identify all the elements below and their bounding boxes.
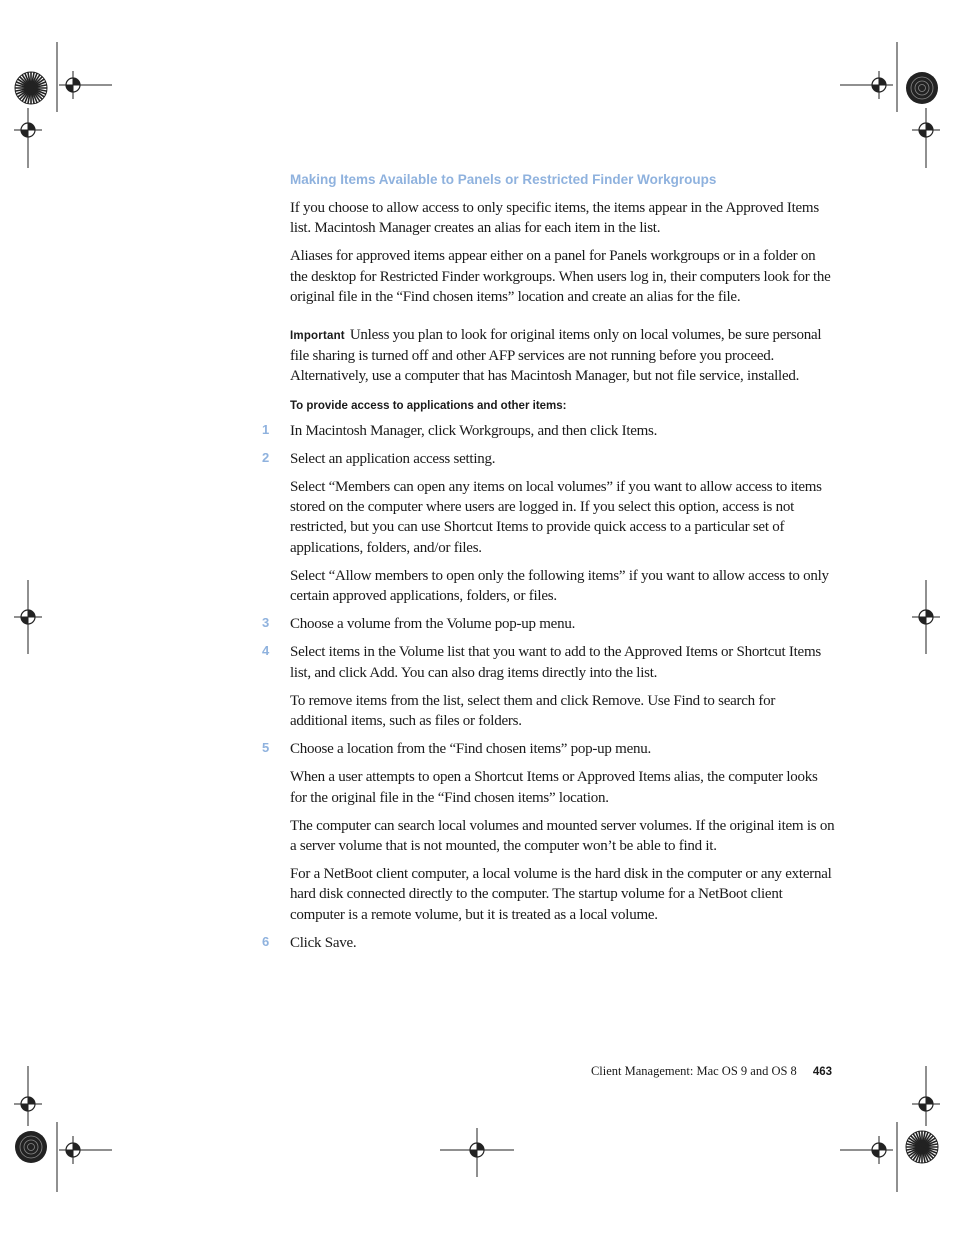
step-6	[262, 933, 835, 953]
step-text: Choose a volume from the Volume pop-up menu.	[290, 616, 576, 633]
section-heading: Making Items Available to Panels or Restricted Finder Workgroups	[290, 172, 717, 187]
aliases-paragraph: Aliases for approved items appear either on a panel for Panels workgroups or in a folder on the desktop for Restricted Finder workgroups. When users log in, their computers look for the original file in the “Find chosen items” location and create an alias for the file.	[290, 248, 831, 305]
step-5	[262, 739, 835, 759]
step-text: Click Save.	[290, 934, 357, 951]
procedure-heading: To provide access to applications and other items:	[290, 399, 567, 412]
important-label: Important	[290, 330, 345, 343]
step-text: In Macintosh Manager, click Workgroups, and then click Items.	[290, 422, 658, 439]
footer-chapter: Client Management: Mac OS 9 and OS 8	[590, 1064, 797, 1078]
step-detail: To remove items from the list, select them and click Remove. Use Find to search for additional items, such as files or folders.	[290, 692, 776, 730]
step-text: Choose a location from the “Find chosen items” pop-up menu.	[290, 741, 652, 758]
step-detail: Select “Members can open any items on local volumes” if you want to allow access to items stored on the computer where users are logged in. If you select this option, access is not restricted, but you can use Shortcut Items to provide quick access to a particular set of applications, folders, and/or files.	[290, 479, 822, 556]
page-number: 463	[812, 1066, 832, 1078]
step-detail: The computer can search local volumes and mounted server volumes. If the original item is on a server volume that is not mounted, the computer won’t be able to find it.	[290, 817, 835, 855]
step-4	[262, 642, 835, 682]
step-detail: For a NetBoot client computer, a local volume is the hard disk in the computer or any external hard disk connected directly to the computer. The startup volume for a NetBoot client computer is a remote volume, but it is treated as a local volume.	[290, 866, 832, 923]
step-number: 6	[262, 933, 270, 949]
step-text: Select an application access setting.	[290, 450, 496, 467]
important-note	[290, 325, 835, 387]
step-number: 5	[262, 740, 270, 756]
step-number: 3	[262, 615, 270, 631]
page-content	[262, 172, 835, 961]
step-3	[262, 614, 835, 634]
step-detail: When a user attempts to open a Shortcut Items or Approved Items alias, the computer looks for the original file in the “Find chosen items” location.	[290, 769, 818, 806]
step-number: 4	[262, 643, 270, 659]
important-text: Unless you plan to look for original items only on local volumes, be sure personal file sharing is turned off and other AFP services are not running before you proceed. Alternatively, use a computer that has Macintosh Manager, but not file service, installed.	[290, 327, 822, 385]
step-number: 1	[262, 421, 270, 437]
step-detail: Select “Allow members to open only the following items” if you want to allow access to only certain approved applications, folders, or files.	[290, 567, 829, 605]
step-2	[262, 449, 835, 469]
intro-paragraph: If you choose to allow access to only specific items, the items appear in the Approved Items list. Macintosh Manager creates an alias for each item in the list.	[290, 200, 819, 237]
step-1	[262, 421, 835, 441]
step-text: Select items in the Volume list that you want to add to the Approved Items or Shortcut Items list, and click Add. You can also drag items directly into the list.	[290, 644, 821, 681]
page-footer	[591, 1064, 832, 1079]
step-number: 2	[262, 449, 270, 465]
